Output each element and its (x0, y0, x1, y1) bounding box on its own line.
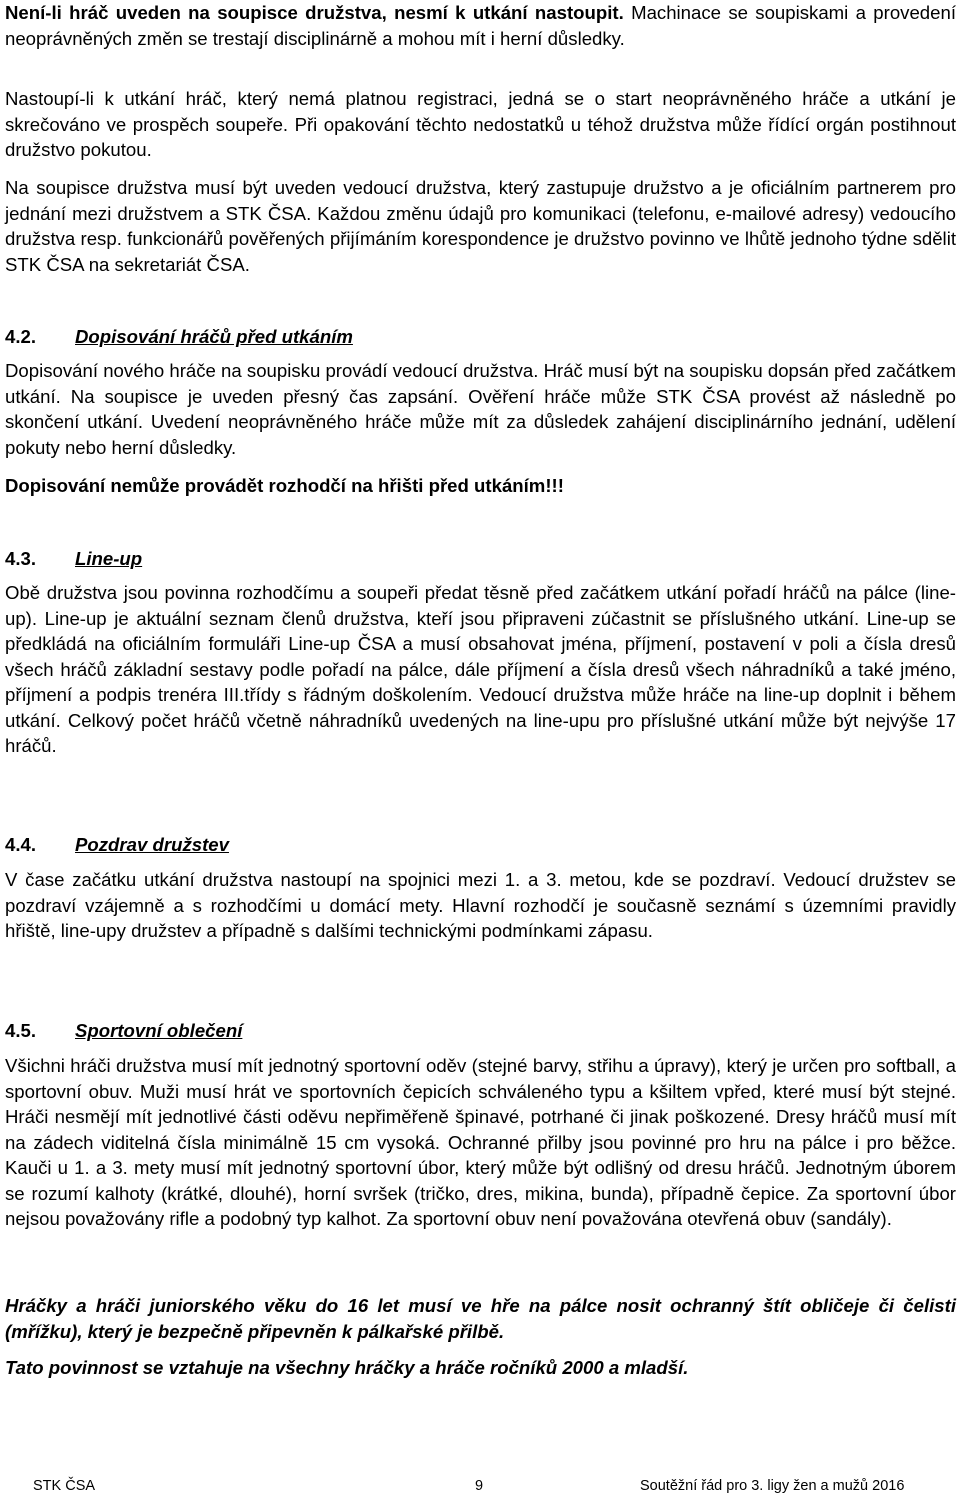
section-heading-4-2 (5, 324, 353, 349)
section-emphasis-4-2: Dopisování nemůže provádět rozhodčí na hřišti před utkáním!!! (5, 475, 564, 496)
footer-left: STK ČSA (33, 1478, 96, 1494)
paragraph-registration (5, 86, 956, 163)
section-title: Dopisování hráčů před utkáním (75, 326, 353, 347)
section-heading-4-5 (5, 1018, 242, 1043)
section-title: Sportovní oblečení (75, 1020, 243, 1041)
footer-right: Soutěžní řád pro 3. ligy žen a mužů 2016 (640, 1478, 905, 1494)
paragraph-team-leader: Na soupisce družstva musí být uveden vedoucí družstva, který zastupuje družstvo a je oficiálním partnerem pro jednání mezi družstvem a STK ČSA. Každou změnu údajů pro komunikaci (telefonu, e-mailové adresy) vedoucího družstva resp. funkcionářů pověřených přijímáním korespondence je družstvo povinno ve lhůtě jednoho týdne sdělit STK ČSA na sekretariát ČSA. (5, 177, 956, 275)
section-title: Pozdrav družstev (75, 834, 229, 855)
section-text-4-5: Všichni hráči družstva musí mít jednotný sportovní oděv (stejné barvy, střihu a úpravy), který je určen pro softball, a sportovní obuv. Muži musí hrát ve sportovních čepicích schváleného typu a kšiltem vpřed, které musí být stejné. Hráči nesmějí mít jednotlivé části oděvu nepřiměřeně špinavé, potrhané či jinak poškozené. Dresy hráčů musí mít na zádech viditelná čísla minimálně 15 cm vysoká. Ochranné přilby jsou povinné pro hru na pálce i pro běžce. Kauči u 1. a 3. mety musí mít jednotný sportovní úbor, který může být odlišný od dresu hráčů. Jednotným úborem se rozumí kalhoty (krátké, dlouhé), horní svršek (tričko, dres, mikina, bunda), případně čepice. Za sportovní úbor nejsou považovány rifle a podobný typ kalhot. Za sportovní obuv není považována otevřená obuv (sandály). (5, 1055, 956, 1229)
registration-penalty-text: Při opakování těchto nedostatků u téhož družstva může řídící orgán postihnout družstvo pokutou. (5, 113, 956, 160)
section-text-4-2: Dopisování nového hráče na soupisku provádí vedoucí družstva. Hráč musí být na soupisku dopsán před začátkem utkání. Na soupisce je uveden přesný čas zapsání. Ověření hráče může STK ČSA provést až následně po skončení utkání. Uvedení neoprávněného hráče může mít za důsledek zahájení disciplinárního jednání, udělení pokuty nebo herní důsledky. (5, 360, 956, 458)
section-text-4-3: Obě družstva jsou povinna rozhodčímu a soupeři předat těsně před začátkem utkání pořadí hráčů na pálce (line-up). Line-up je aktuální seznam členů družstva, kteří jsou připraveni zúčastnit se příslušného utkání. Line-up se předkládá na oficiálním formuláři Line-up ČSA a musí obsahovat jména, příjmení, postavení v poli a čísla dresů všech hráčů základní sestavy podle pořadí na pálce, dále příjmení a čísla dresů všech náhradníků a také jméno, příjmení a podpis trenéra III.třídy s řádným doškolením. Vedoucí družstva může hráče na line-up doplnit i během utkání. Celkový počet hráčů včetně náhradníků uvedených na line-upu pro příslušné utkání může být nejvýše 17 hráčů. (5, 582, 956, 756)
section-number: 4.5. (5, 1020, 37, 1041)
section-emphasis-applicability: Tato povinnost se vztahuje na všechny hráčky a hráče ročníků 2000 a mladší. (5, 1357, 689, 1378)
section-text-4-4: V čase začátku utkání družstva nastoupí na spojnici mezi 1. a 3. metou, kde se pozdraví. Vedoucí družstev se pozdraví vzájemně a s rozhodčími u domácí mety. Hlavní rozhodčí je současně seznámí s územními pravidly hřiště, line-upy družstev a případně s dalšími technickými podmínkami zápasu. (5, 869, 956, 941)
roster-rule-bold: Není-li hráč uveden na soupisce družstva, nesmí k utkání nastoupit. (5, 2, 624, 23)
section-number: 4.3. (5, 548, 37, 569)
roster-rule-text: Machinace se soupiskami a provedení neoprávněných změn se trestají disciplinárně a mohou mít i herní důsledky. (5, 2, 956, 49)
section-heading-4-4 (5, 832, 229, 857)
footer-page-number: 9 (475, 1478, 484, 1494)
section-number: 4.2. (5, 326, 37, 347)
registration-rule-text: Nastoupí-li k utkání hráč, který nemá platnou registraci, jedná se o start neoprávněného hráče a utkání je skrečováno ve prospěch soupeře. (5, 88, 956, 135)
section-heading-4-3 (5, 546, 142, 571)
section-emphasis-helmet: Hráčky a hráči juniorského věku do 16 let musí ve hře na pálce nosit ochranný štít obličeje či čelisti (mřížku), který je bezpečně připevněn k pálkařské přilbě. (5, 1295, 956, 1342)
section-title: Line-up (75, 548, 143, 569)
paragraph-roster (5, 0, 956, 51)
section-number: 4.4. (5, 834, 37, 855)
